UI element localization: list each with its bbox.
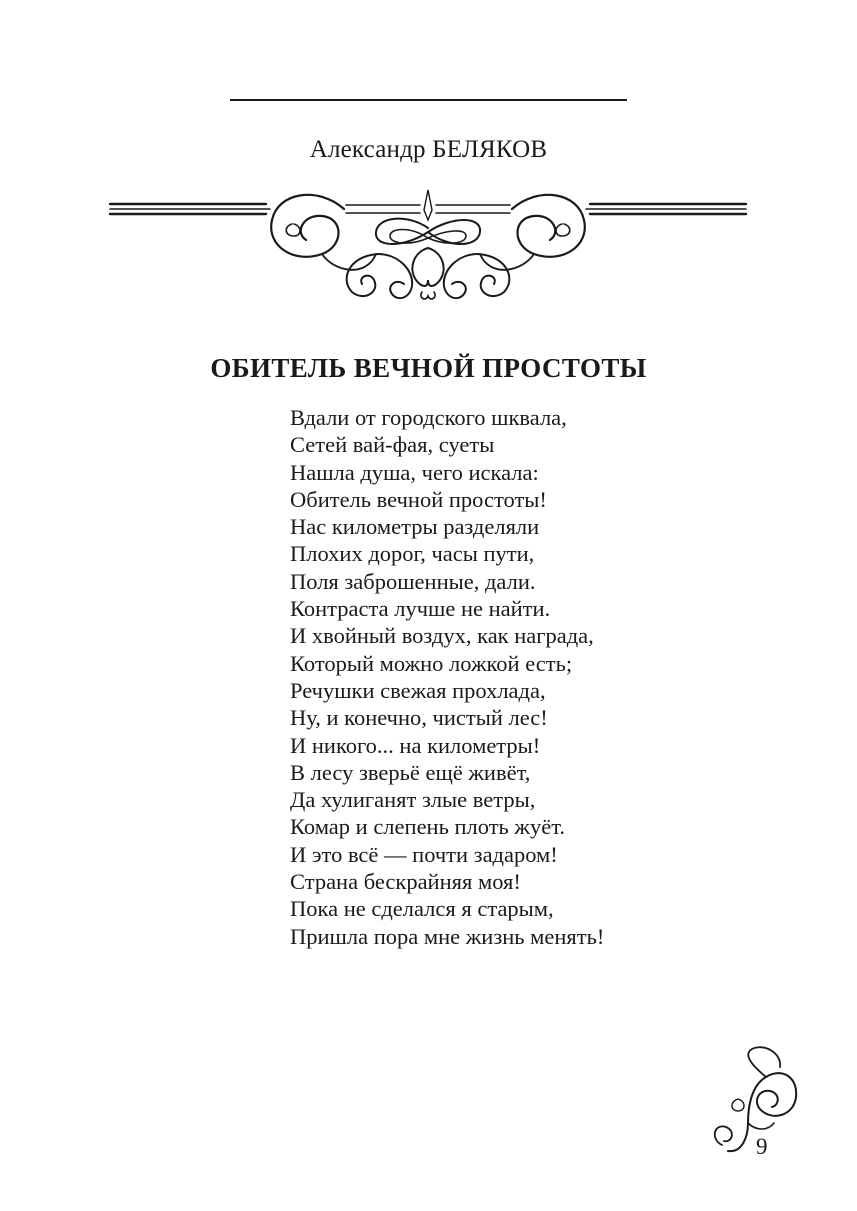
poem-line: Комар и слепень плоть жуёт. [290,814,565,840]
poem-line: Который можно ложкой есть; [290,650,573,676]
page-number: 9 [756,1134,768,1159]
poem-line: Сетей вай-фая, суеты [290,432,495,458]
poem-line: Страна бескрайняя моя! [290,869,521,895]
poem-line: И никого... на километры! [290,732,541,758]
poem-line: Пока не сделался я старым, [290,896,554,922]
poem-line: Нас километры разделяли [290,514,540,540]
poem-line: Контраста лучше не найти. [290,596,551,622]
poem-body [290,404,604,950]
poem-line: Ну, и конечно, чистый лес! [290,705,548,731]
poem-line: Вдали от городского шквала, [290,405,567,430]
scroll-ornament-icon [108,180,748,305]
poem-title: ОБИТЕЛЬ ВЕЧНОЙ ПРОСТОТЫ [210,353,647,383]
corner-scroll-ornament-icon [708,1045,800,1157]
poem-line: Поля заброшенные, дали. [290,568,536,594]
poem-line: Обитель вечной простоты! [290,486,547,512]
poem-line: И хвойный воздух, как награда, [290,623,594,649]
author-name: Александр БЕЛЯКОВ [309,136,548,163]
poem-line: И это всё — почти задаром! [290,841,558,867]
poem-line: Да хулиганят злые ветры, [290,787,536,813]
poem-line: В лесу зверьё ещё живёт, [290,759,531,785]
poem-line: Пришла пора мне жизнь менять! [290,923,605,949]
poem-line: Речушки свежая прохлада, [290,677,546,703]
poem-line: Плохих дорог, часы пути, [290,541,535,567]
poem-line: Нашла душа, чего искала: [290,459,539,485]
top-rule [230,99,627,101]
